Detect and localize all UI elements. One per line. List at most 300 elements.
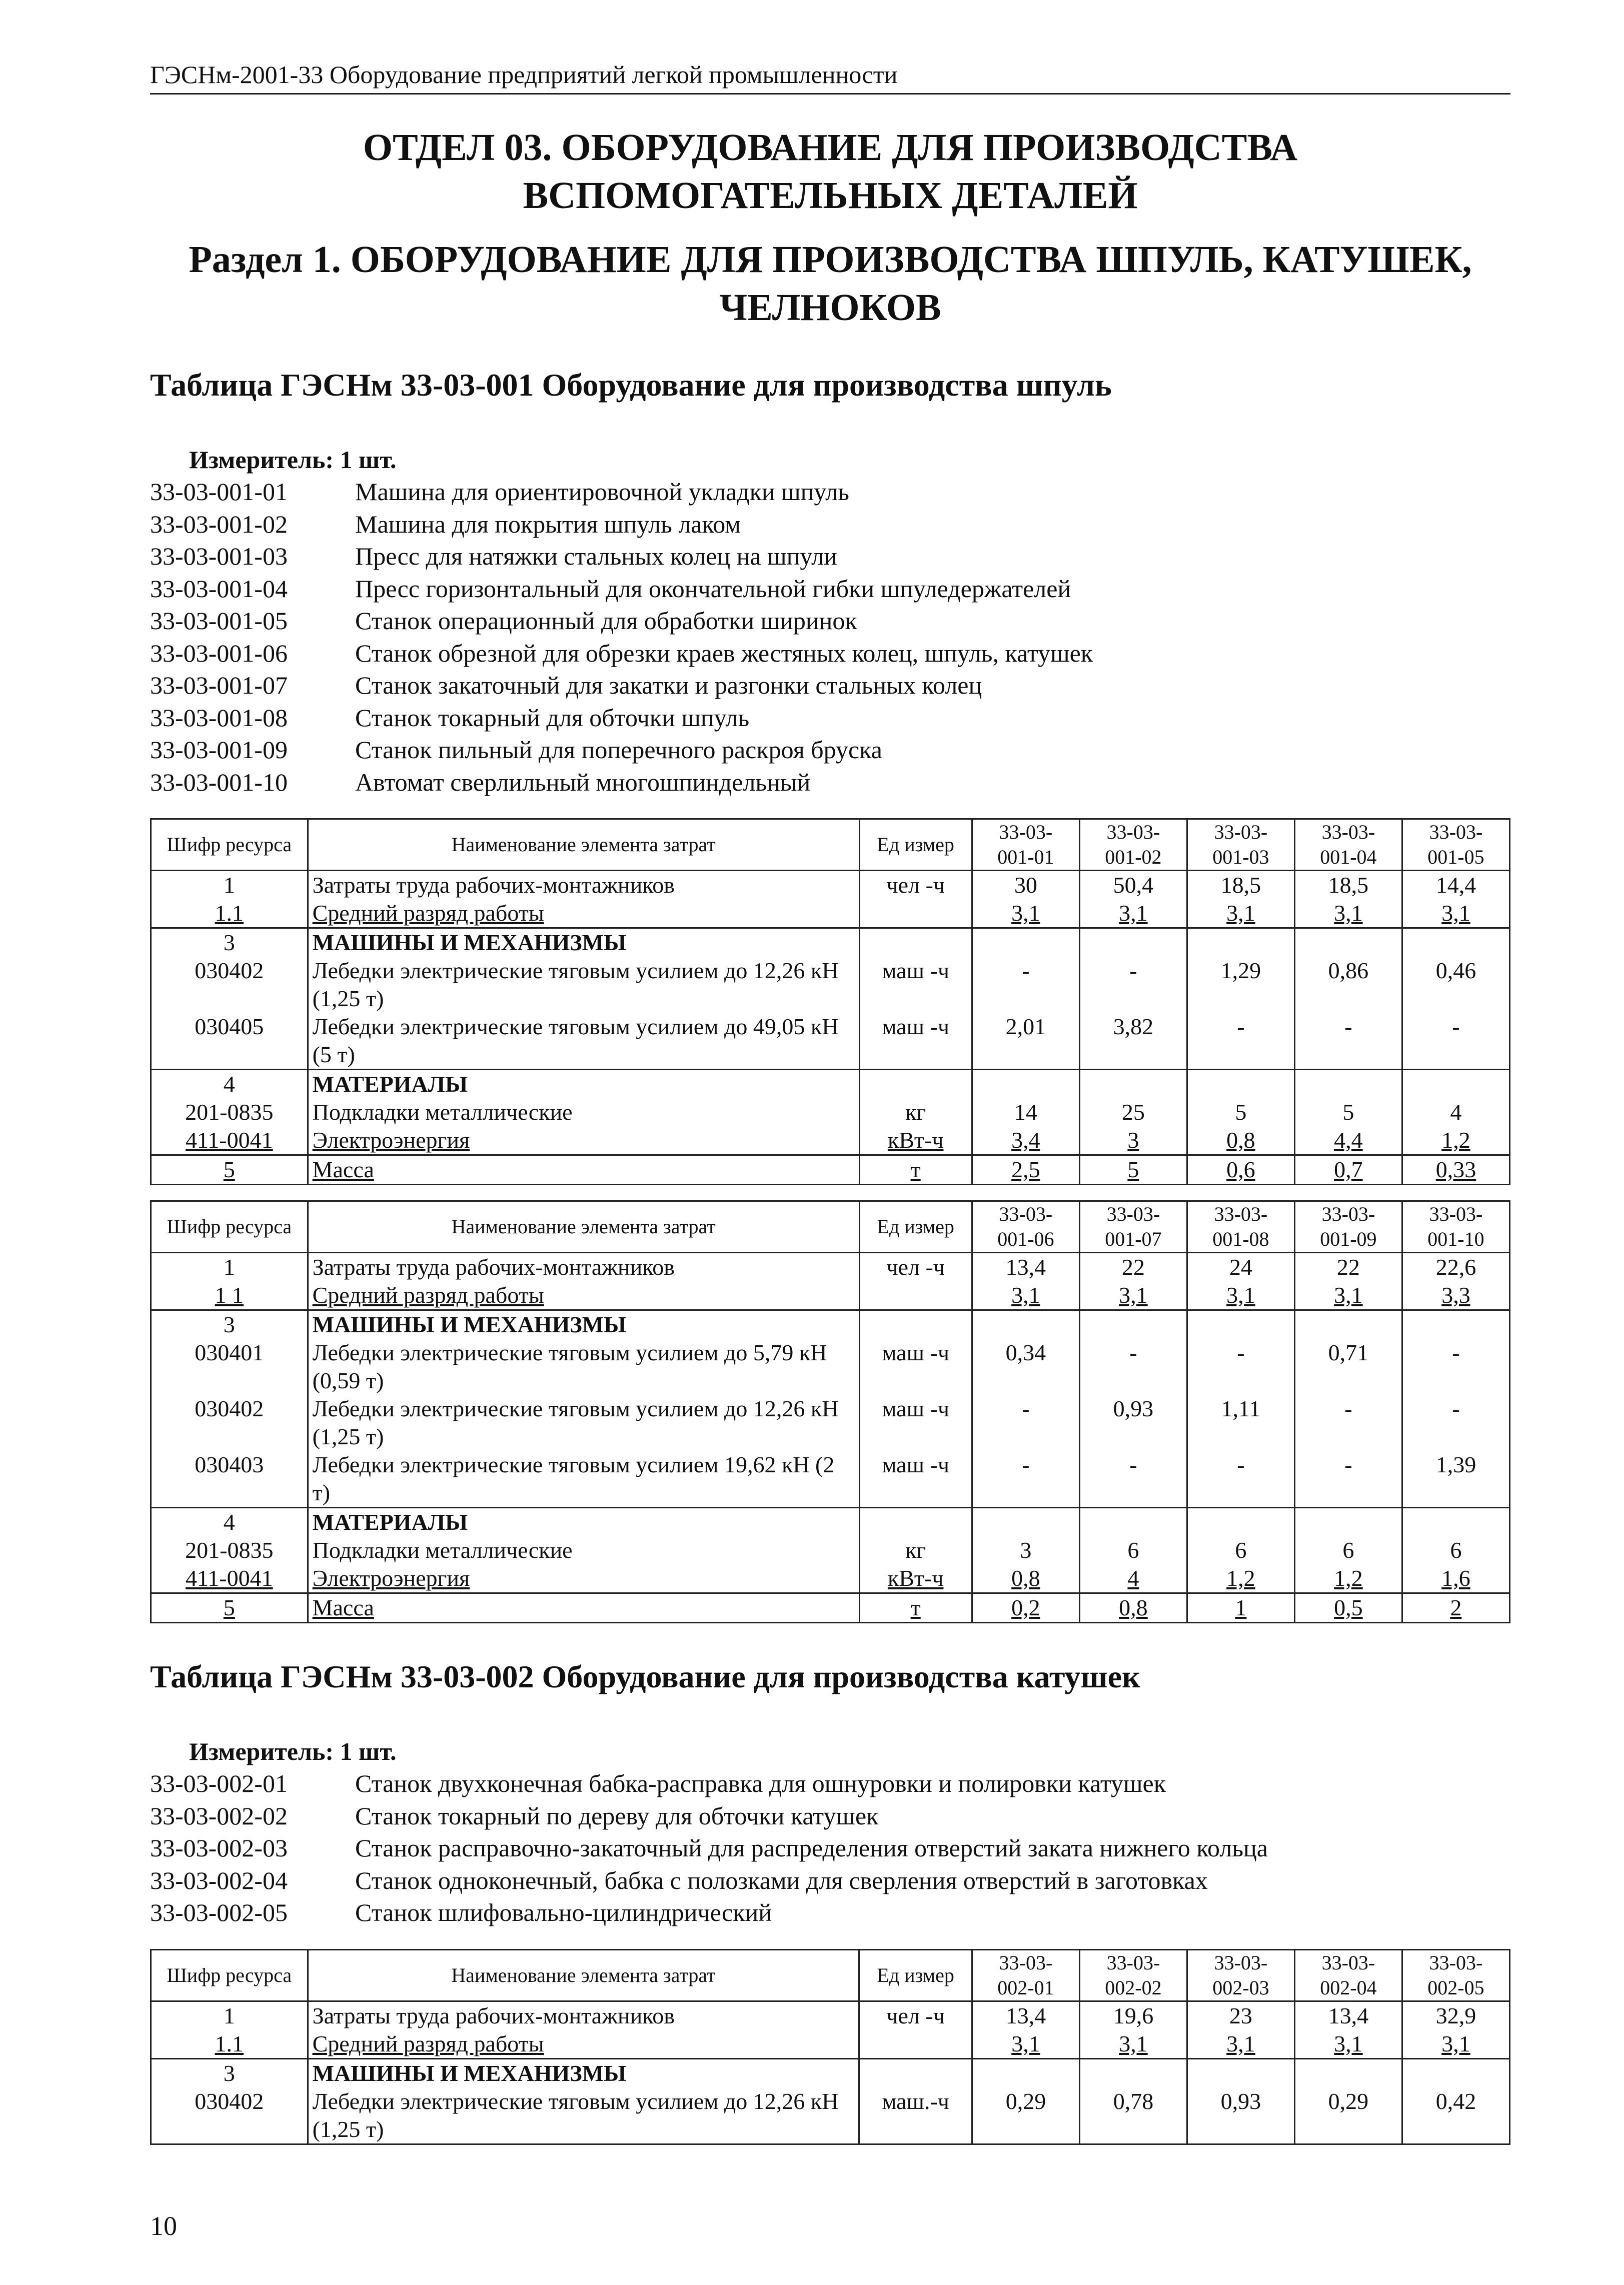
cell-value: - (972, 957, 1079, 1013)
header-column-code-line: 001-02 (1105, 846, 1162, 868)
header-name: Наименование элемента затрат (308, 819, 859, 871)
cell-value: 3,1 (1079, 899, 1187, 928)
cell-value: 4,4 (1294, 1126, 1402, 1155)
cell-value: 0,8 (1079, 1593, 1187, 1623)
header-column-code-line: 001-04 (1320, 846, 1377, 868)
cell-code: 030401 (151, 1339, 308, 1395)
table-row (151, 871, 1510, 900)
cell-value (1294, 2058, 1402, 2087)
cell-value: - (1187, 1013, 1294, 1070)
cell-value: 3,1 (1294, 899, 1402, 928)
table1-item-list (150, 476, 1510, 798)
header-code: Шифр ресурса (151, 819, 308, 871)
header-column-code (1402, 1201, 1509, 1253)
cell-code: 201-0835 (151, 1098, 308, 1126)
item-description: Станок пильный для поперечного раскроя бруска (355, 736, 882, 764)
cell-name: Средний разряд работы (308, 1281, 859, 1310)
cell-name: Лебедки электрические тяговым усилием до 12,26 кН (1,25 т) (308, 1395, 859, 1451)
cell-value: 1,2 (1402, 1126, 1509, 1155)
table-row (151, 1013, 1510, 1070)
header-column-code-line: 001-05 (1427, 846, 1484, 868)
item-code: 33-03-002-05 (150, 1898, 288, 1926)
header-column-code (1294, 1949, 1402, 2001)
cell-code: 4 (151, 1508, 308, 1537)
cell-value: 5 (1187, 1098, 1294, 1126)
cell-unit: маш.-ч (859, 2087, 972, 2144)
cell-value: 6 (1079, 1536, 1187, 1564)
item-row (150, 702, 1510, 734)
cell-value (1402, 1070, 1509, 1099)
cell-unit: чел -ч (859, 1253, 972, 1282)
header-column-code-line: 33-03- (1429, 1203, 1483, 1225)
cell-unit: кВт-ч (859, 1126, 972, 1155)
header-column-code-line: 002-01 (997, 1976, 1054, 1999)
cell-value: 3 (1079, 1126, 1187, 1155)
cell-unit: кг (859, 1536, 972, 1564)
header-column-code-line: 001-10 (1427, 1228, 1484, 1250)
page (150, 60, 1510, 2145)
cell-name: Затраты труда рабочих-монтажников (308, 2001, 859, 2030)
header-column-code-line: 33-03- (1429, 1951, 1483, 1974)
item-description: Машина для ориентировочной укладки шпуль (355, 478, 849, 506)
table-row (151, 1155, 1510, 1185)
cell-value: 3,1 (1402, 2030, 1509, 2059)
cell-value: 1,2 (1187, 1564, 1294, 1593)
cell-code: 1.1 (151, 899, 308, 928)
cell-value: 23 (1187, 2001, 1294, 2030)
cell-value: 4 (1402, 1098, 1509, 1126)
cell-value: 30 (972, 871, 1079, 900)
cell-name: Подкладки металлические (308, 1536, 859, 1564)
header-row (151, 1201, 1510, 1253)
cell-value (972, 1508, 1079, 1537)
item-row (150, 476, 1510, 508)
cell-value: 0,6 (1187, 1155, 1294, 1185)
header-column-code (1079, 1949, 1187, 2001)
header-column-code-line: 001-01 (997, 846, 1054, 868)
table1-title: Таблица ГЭСНм 33-03-001 Оборудование для производства шпуль (150, 367, 1112, 403)
table-row (151, 2087, 1510, 2144)
cell-code: 030402 (151, 2087, 308, 2144)
cell-value: - (1079, 1451, 1187, 1508)
cell-value: - (1079, 957, 1187, 1013)
header-column-code-line: 33-03- (999, 821, 1053, 843)
department-title (150, 124, 1510, 220)
cell-name: Лебедки электрические тяговым усилием до 49,05 кН (5 т) (308, 1013, 859, 1070)
cell-unit (859, 899, 972, 928)
cell-value: 0,5 (1294, 1593, 1402, 1623)
cell-value: 13,4 (1294, 2001, 1402, 2030)
cell-value (1402, 2058, 1509, 2087)
meter-value: 1 шт. (340, 1737, 397, 1765)
header-column-code-line: 002-02 (1105, 1976, 1162, 1999)
meter-label: Измеритель: (189, 446, 334, 474)
cell-name: Масса (308, 1593, 859, 1623)
cell-value (1187, 1070, 1294, 1099)
cell-value: 18,5 (1294, 871, 1402, 900)
header-column-code (1187, 1201, 1294, 1253)
cell-value: - (1079, 1339, 1187, 1395)
cell-value (1079, 1508, 1187, 1537)
cell-code: 4 (151, 1070, 308, 1099)
cell-value (1402, 928, 1509, 957)
header-row (151, 1949, 1510, 2001)
cell-value: 18,5 (1187, 871, 1294, 900)
header-column-code-line: 33-03- (1429, 821, 1483, 843)
header-column-code-line: 33-03- (1106, 821, 1160, 843)
cell-value: 5 (1079, 1155, 1187, 1185)
cell-value: 0,46 (1402, 957, 1509, 1013)
item-code: 33-03-002-04 (150, 1866, 288, 1894)
header-column-code-line: 33-03- (1321, 821, 1375, 843)
cell-value: 0,8 (1187, 1126, 1294, 1155)
cell-code: 411-0041 (151, 1126, 308, 1155)
cell-code: 1 (151, 2001, 308, 2030)
cell-code: 3 (151, 928, 308, 957)
cell-value: 14,4 (1402, 871, 1509, 900)
item-description: Станок закаточный для закатки и разгонки стальных колец (355, 671, 982, 699)
cell-unit: чел -ч (859, 871, 972, 900)
cell-value: - (1402, 1013, 1509, 1070)
cell-unit: маш -ч (859, 1013, 972, 1070)
header-column-code-line: 33-03- (1214, 1951, 1268, 1974)
cell-name: МАШИНЫ И МЕХАНИЗМЫ (308, 1310, 859, 1339)
cell-name: Электроэнергия (308, 1126, 859, 1155)
header-column-code-line: 33-03- (1214, 821, 1268, 843)
cell-value: 22 (1294, 1253, 1402, 1282)
cell-value: 25 (1079, 1098, 1187, 1126)
cell-unit (859, 928, 972, 957)
header-column-code-line: 001-08 (1212, 1228, 1269, 1250)
cell-unit: т (859, 1155, 972, 1185)
item-row (150, 1767, 1510, 1800)
cell-unit (859, 2030, 972, 2059)
cell-value (1294, 1310, 1402, 1339)
running-header: ГЭСНм-2001-33 Оборудование предприятий легкой промышленности (150, 60, 1510, 95)
item-code: 33-03-002-01 (150, 1769, 288, 1797)
cell-value: 0,71 (1294, 1339, 1402, 1395)
table-row (151, 957, 1510, 1013)
cell-code: 3 (151, 1310, 308, 1339)
cell-value (1079, 2058, 1187, 2087)
header-row (151, 819, 1510, 871)
cell-value (1402, 1310, 1509, 1339)
cell-value: 1,11 (1187, 1395, 1294, 1451)
cell-value: - (1402, 1395, 1509, 1451)
table2-item-list (150, 1767, 1510, 1929)
cell-name: МАТЕРИАЛЫ (308, 1508, 859, 1537)
cell-code: 5 (151, 1593, 308, 1623)
item-description: Машина для покрытия шпуль лаком (355, 510, 741, 538)
cell-value: - (1187, 1339, 1294, 1395)
header-column-code-line: 33-03- (1321, 1203, 1375, 1225)
cell-unit (859, 1281, 972, 1310)
cell-value (1187, 1310, 1294, 1339)
cell-value: 0,34 (972, 1339, 1079, 1395)
cell-value: 3,1 (1402, 899, 1509, 928)
item-code: 33-03-001-10 (150, 768, 288, 796)
cell-value: 0,93 (1079, 1395, 1187, 1451)
item-row (150, 1832, 1510, 1864)
cell-value (972, 1310, 1079, 1339)
cell-value: - (1294, 1451, 1402, 1508)
header-column-code-line: 002-05 (1427, 1976, 1484, 1999)
cell-value: 1,29 (1187, 957, 1294, 1013)
item-description: Станок обрезной для обрезки краев жестяных колец, шпуль, катушек (355, 639, 1093, 667)
item-code: 33-03-001-02 (150, 510, 288, 538)
cell-value: 3,1 (1079, 1281, 1187, 1310)
cell-value: 32,9 (1402, 2001, 1509, 2030)
cell-value: 50,4 (1079, 871, 1187, 900)
cell-value: 3,3 (1402, 1281, 1509, 1310)
table-row (151, 2001, 1510, 2030)
cell-code: 030405 (151, 1013, 308, 1070)
cell-code: 030402 (151, 957, 308, 1013)
item-description: Станок токарный по дереву для обточки катушек (355, 1801, 879, 1830)
cell-unit: чел -ч (859, 2001, 972, 2030)
cell-value: - (1294, 1013, 1402, 1070)
cell-value: 0,93 (1187, 2087, 1294, 2144)
cell-value: 3,1 (1187, 1281, 1294, 1310)
header-column-code (1187, 819, 1294, 871)
item-description: Станок операционный для обработки ширинок (355, 607, 857, 635)
cell-value: 2,01 (972, 1013, 1079, 1070)
table1-resources-part-a (150, 818, 1510, 1185)
meter-value: 1 шт. (340, 446, 397, 474)
section-title-line: Раздел 1. ОБОРУДОВАНИЕ ДЛЯ ПРОИЗВОДСТВА ШПУЛЬ, КАТУШЕК, (189, 239, 1472, 281)
cell-value: 1,6 (1402, 1564, 1509, 1593)
cell-value: 3,1 (972, 899, 1079, 928)
cell-unit: т (859, 1593, 972, 1623)
header-unit: Ед измер (859, 1201, 972, 1253)
header-column-code (1402, 1949, 1509, 2001)
item-description: Станок одноконечный, бабка с полозками для сверления отверстий в заготовках (355, 1866, 1208, 1894)
cell-unit: маш -ч (859, 1339, 972, 1395)
table2-title: Таблица ГЭСНм 33-03-002 Оборудование для производства катушек (150, 1659, 1140, 1694)
cell-value: 3,82 (1079, 1013, 1187, 1070)
cell-value: - (1294, 1395, 1402, 1451)
cell-value: 0,8 (972, 1564, 1079, 1593)
table-row (151, 1451, 1510, 1508)
cell-code: 1 1 (151, 1281, 308, 1310)
cell-name: Затраты труда рабочих-монтажников (308, 1253, 859, 1282)
table-row (151, 1098, 1510, 1126)
cell-unit: кг (859, 1098, 972, 1126)
cell-value: 13,4 (972, 2001, 1079, 2030)
item-description: Пресс горизонтальный для окончательной гибки шпуледержателей (355, 574, 1071, 603)
header-column-code-line: 33-03- (999, 1203, 1053, 1225)
header-column-code-line: 001-07 (1105, 1228, 1162, 1250)
cell-name: Масса (308, 1155, 859, 1185)
cell-value: - (972, 1451, 1079, 1508)
cell-value (1187, 1508, 1294, 1537)
header-column-code (1294, 1201, 1402, 1253)
header-code: Шифр ресурса (151, 1949, 308, 2001)
header-name: Наименование элемента затрат (308, 1201, 859, 1253)
cell-code: 201-0835 (151, 1536, 308, 1564)
cell-value (972, 1070, 1079, 1099)
cell-code: 030403 (151, 1451, 308, 1508)
cell-value (1079, 1310, 1187, 1339)
department-title-line: ВСПОМОГАТЕЛЬНЫХ ДЕТАЛЕЙ (523, 175, 1138, 217)
item-code: 33-03-001-07 (150, 671, 288, 699)
item-code: 33-03-002-02 (150, 1801, 288, 1830)
cell-value: 0,7 (1294, 1155, 1402, 1185)
cell-name: Средний разряд работы (308, 2030, 859, 2059)
item-row (150, 605, 1510, 637)
cell-value: 3,1 (972, 1281, 1079, 1310)
cell-name: Лебедки электрические тяговым усилием до 5,79 кН (0,59 т) (308, 1339, 859, 1395)
cell-value: - (1187, 1451, 1294, 1508)
item-code: 33-03-001-01 (150, 478, 288, 506)
table-row (151, 1253, 1510, 1282)
cell-value: 3 (972, 1536, 1079, 1564)
cell-code: 1.1 (151, 2030, 308, 2059)
table-row (151, 1070, 1510, 1099)
item-row (150, 637, 1510, 670)
table-row (151, 1339, 1510, 1395)
cell-value: 22,6 (1402, 1253, 1509, 1282)
cell-value: 0,2 (972, 1593, 1079, 1623)
item-row (150, 766, 1510, 799)
header-column-code-line: 001-03 (1212, 846, 1269, 868)
cell-name: Затраты труда рабочих-монтажников (308, 871, 859, 900)
header-column-code-line: 33-03- (999, 1951, 1053, 1974)
table-row (151, 1508, 1510, 1537)
cell-value (1079, 1070, 1187, 1099)
cell-value (1187, 2058, 1294, 2087)
header-column-code-line: 33-03- (1106, 1203, 1160, 1225)
cell-value: 0,42 (1402, 2087, 1509, 2144)
cell-name: МАШИНЫ И МЕХАНИЗМЫ (308, 2058, 859, 2087)
cell-value: 0,29 (1294, 2087, 1402, 2144)
cell-value: 3,1 (1079, 2030, 1187, 2059)
cell-value: - (1402, 1339, 1509, 1395)
header-unit: Ед измер (859, 819, 972, 871)
item-code: 33-03-001-06 (150, 639, 288, 667)
cell-unit: маш -ч (859, 1451, 972, 1508)
header-column-code-line: 001-09 (1320, 1228, 1377, 1250)
cell-name: Лебедки электрические тяговым усилием до 12,26 кН (1,25 т) (308, 957, 859, 1013)
cell-value (1187, 928, 1294, 957)
cell-value: 6 (1187, 1536, 1294, 1564)
cell-value: 6 (1402, 1536, 1509, 1564)
header-column-code-line: 002-04 (1320, 1976, 1377, 1999)
section-title-line: ЧЕЛНОКОВ (719, 287, 941, 329)
item-row (150, 1896, 1510, 1929)
table-row (151, 1126, 1510, 1155)
cell-name: МАШИНЫ И МЕХАНИЗМЫ (308, 928, 859, 957)
item-description: Станок шлифовально-цилиндрический (355, 1898, 772, 1926)
cell-value: 3,1 (1187, 2030, 1294, 2059)
cell-value: 13,4 (972, 1253, 1079, 1282)
header-column-code (1079, 1201, 1187, 1253)
meter-label: Измеритель: (189, 1737, 334, 1765)
cell-value: 0,29 (972, 2087, 1079, 2144)
department-title-line: ОТДЕЛ 03. ОБОРУДОВАНИЕ ДЛЯ ПРОИЗВОДСТВА (363, 127, 1298, 169)
cell-value (972, 2058, 1079, 2087)
cell-value: 0,33 (1402, 1155, 1509, 1185)
cell-value: 1,39 (1402, 1451, 1509, 1508)
cell-value: 24 (1187, 1253, 1294, 1282)
cell-value (1079, 928, 1187, 957)
cell-value: 0,86 (1294, 957, 1402, 1013)
cell-unit (859, 1310, 972, 1339)
item-code: 33-03-001-09 (150, 736, 288, 764)
table-row (151, 899, 1510, 928)
cell-name: Лебедки электрические тяговым усилием до 12,26 кН (1,25 т) (308, 2087, 859, 2144)
cell-name: Средний разряд работы (308, 899, 859, 928)
cell-value: 4 (1079, 1564, 1187, 1593)
header-column-code (972, 1201, 1079, 1253)
cell-unit: кВт-ч (859, 1564, 972, 1593)
item-row (150, 540, 1510, 573)
table-row (151, 1536, 1510, 1564)
header-column-code (972, 819, 1079, 871)
cell-value (972, 928, 1079, 957)
table2-resources-part-a (150, 1949, 1510, 2145)
cell-value: 3,1 (1294, 1281, 1402, 1310)
header-name: Наименование элемента затрат (308, 1949, 859, 2001)
header-column-code-line: 33-03- (1214, 1203, 1268, 1225)
section-title (150, 236, 1510, 332)
table-row (151, 1310, 1510, 1339)
cell-code: 5 (151, 1155, 308, 1185)
item-row (150, 734, 1510, 766)
cell-value (1294, 928, 1402, 957)
cell-value: 14 (972, 1098, 1079, 1126)
item-code: 33-03-001-03 (150, 542, 288, 570)
item-description: Пресс для натяжки стальных колец на шпули (355, 542, 837, 570)
table-row (151, 1593, 1510, 1623)
item-code: 33-03-001-05 (150, 607, 288, 635)
item-row (150, 669, 1510, 702)
table1-meter (150, 444, 1510, 476)
item-description: Станок двухконечная бабка-расправка для ошнуровки и полировки катушек (355, 1769, 1166, 1797)
item-code: 33-03-001-08 (150, 703, 288, 732)
cell-value (1294, 1508, 1402, 1537)
cell-value: 3,1 (1187, 899, 1294, 928)
cell-code: 1 (151, 1253, 308, 1282)
cell-value (1294, 1070, 1402, 1099)
cell-unit: маш -ч (859, 957, 972, 1013)
header-column-code-line: 001-06 (997, 1228, 1054, 1250)
cell-code: 1 (151, 871, 308, 900)
cell-value: 3,1 (972, 2030, 1079, 2059)
cell-name: МАТЕРИАЛЫ (308, 1070, 859, 1099)
cell-value: 19,6 (1079, 2001, 1187, 2030)
cell-code: 3 (151, 2058, 308, 2087)
cell-value: 2,5 (972, 1155, 1079, 1185)
cell-unit: маш -ч (859, 1395, 972, 1451)
cell-value: 3,1 (1294, 2030, 1402, 2059)
header-column-code (1402, 819, 1509, 871)
cell-value: 6 (1294, 1536, 1402, 1564)
cell-value (1402, 1508, 1509, 1537)
cell-value: - (972, 1395, 1079, 1451)
page-number: 10 (150, 2211, 177, 2241)
cell-code: 030402 (151, 1395, 308, 1451)
header-column-code (1079, 819, 1187, 871)
header-column-code (1187, 1949, 1294, 2001)
table-row (151, 1564, 1510, 1593)
header-unit: Ед измер (859, 1949, 972, 2001)
header-code: Шифр ресурса (151, 1201, 308, 1253)
cell-value: 1,2 (1294, 1564, 1402, 1593)
item-row (150, 1800, 1510, 1832)
cell-unit (859, 1070, 972, 1099)
cell-value: 2 (1402, 1593, 1509, 1623)
